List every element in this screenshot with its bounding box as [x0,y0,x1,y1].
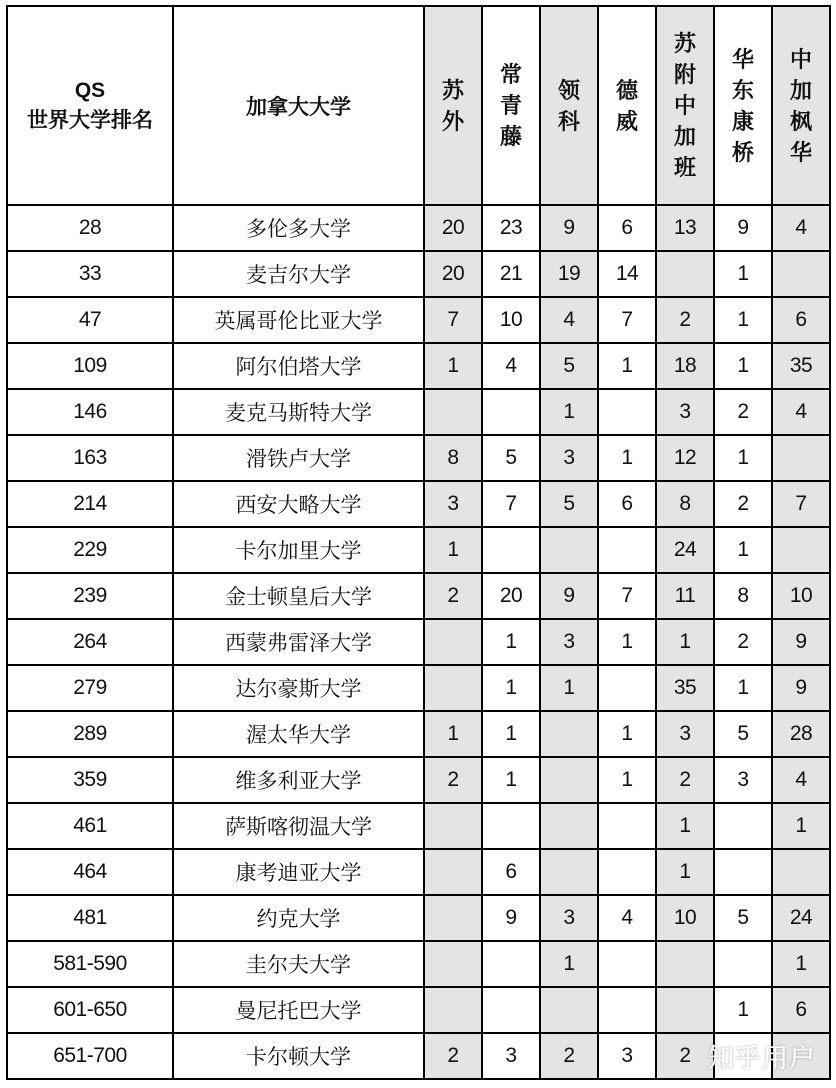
count-cell: 1 [598,711,656,757]
header-school-label: 领科 [558,77,581,134]
header-school-label: 中加枫华 [790,46,813,165]
count-cell [424,803,482,849]
count-cell: 1 [714,251,772,297]
table-row [7,1033,830,1079]
count-cell [424,941,482,987]
count-cell: 24 [656,527,714,573]
count-cell: 1 [714,527,772,573]
count-cell: 6 [772,297,830,343]
count-cell: 4 [772,757,830,803]
count-cell [540,987,598,1033]
qs-rank-cell: 264 [7,619,173,665]
count-cell: 1 [772,941,830,987]
count-cell: 2 [714,389,772,435]
count-cell: 6 [772,987,830,1033]
count-cell: 24 [772,895,830,941]
count-cell: 1 [656,619,714,665]
table-row [7,573,830,619]
count-cell: 8 [656,481,714,527]
count-cell: 6 [598,205,656,251]
qs-rank-cell: 464 [7,849,173,895]
header-school-zhongjiafenghua [772,6,830,205]
count-cell: 1 [540,941,598,987]
count-cell: 21 [482,251,540,297]
count-cell: 4 [482,343,540,389]
count-cell: 1 [540,665,598,711]
count-cell: 3 [482,1033,540,1079]
university-name-cell: 达尔豪斯大学 [173,665,424,711]
count-cell [772,251,830,297]
table-row [7,297,830,343]
university-name-cell: 维多利亚大学 [173,757,424,803]
table-row [7,251,830,297]
qs-rank-cell: 163 [7,435,173,481]
qs-rank-cell: 28 [7,205,173,251]
count-cell: 1 [714,343,772,389]
count-cell: 7 [598,573,656,619]
count-cell [772,849,830,895]
table-row [7,527,830,573]
qs-rank-cell: 359 [7,757,173,803]
count-cell: 3 [540,895,598,941]
count-cell: 7 [424,297,482,343]
count-cell [540,849,598,895]
count-cell [482,527,540,573]
count-cell: 9 [772,619,830,665]
count-cell: 1 [482,757,540,803]
count-cell: 1 [714,987,772,1033]
count-cell: 6 [598,481,656,527]
qs-rank-cell: 47 [7,297,173,343]
count-cell: 18 [656,343,714,389]
count-cell [540,527,598,573]
table-row [7,619,830,665]
count-cell [540,757,598,803]
qs-rank-cell: 239 [7,573,173,619]
count-cell [598,987,656,1033]
qs-rank-cell: 601-650 [7,987,173,1033]
qs-rank-cell: 481 [7,895,173,941]
table-row [7,711,830,757]
count-cell: 5 [482,435,540,481]
count-cell: 2 [540,1033,598,1079]
count-cell: 2 [424,1033,482,1079]
count-cell [714,849,772,895]
header-qs-label: QS [74,78,106,102]
header-school-sufuzhongjiaban [656,6,714,205]
university-name-cell: 卡尔加里大学 [173,527,424,573]
header-world-rank-label: 世界大学排名 [27,108,153,132]
count-cell [598,389,656,435]
count-cell [656,941,714,987]
count-cell: 1 [482,711,540,757]
qs-rank-cell: 651-700 [7,1033,173,1079]
count-cell [598,941,656,987]
header-qs-rank [7,6,173,205]
count-cell: 3 [424,481,482,527]
count-cell [424,619,482,665]
count-cell: 5 [714,895,772,941]
count-cell: 11 [656,573,714,619]
count-cell: 3 [656,711,714,757]
count-cell [424,895,482,941]
count-cell: 2 [656,757,714,803]
table-row [7,757,830,803]
header-school-huadongkangqiao [714,6,772,205]
table-row [7,481,830,527]
count-cell: 1 [656,803,714,849]
qs-rank-cell: 279 [7,665,173,711]
table-row [7,941,830,987]
count-cell: 10 [772,573,830,619]
university-name-cell: 西蒙弗雷泽大学 [173,619,424,665]
table-row [7,435,830,481]
count-cell: 23 [482,205,540,251]
university-name-cell: 金士顿皇后大学 [173,573,424,619]
count-cell: 28 [772,711,830,757]
count-cell [598,527,656,573]
count-cell: 9 [540,573,598,619]
count-cell: 3 [598,1033,656,1079]
count-cell: 35 [656,665,714,711]
count-cell: 12 [656,435,714,481]
watermark: 知乎用户 [708,1043,817,1073]
count-cell: 1 [714,665,772,711]
count-cell [424,849,482,895]
count-cell: 7 [598,297,656,343]
qs-rank-cell: 146 [7,389,173,435]
count-cell: 6 [482,849,540,895]
count-cell [482,941,540,987]
table-row [7,665,830,711]
qs-rank-cell: 33 [7,251,173,297]
count-cell [598,665,656,711]
header-school-suwai [424,6,482,205]
table-row [7,343,830,389]
count-cell: 1 [424,527,482,573]
university-name-cell: 滑铁卢大学 [173,435,424,481]
qs-rank-cell: 214 [7,481,173,527]
count-cell [482,389,540,435]
count-cell [424,665,482,711]
count-cell: 4 [540,297,598,343]
count-cell [656,251,714,297]
table-row [7,895,830,941]
count-cell: 20 [482,573,540,619]
count-cell [540,711,598,757]
count-cell: 9 [540,205,598,251]
count-cell: 4 [772,205,830,251]
count-cell [656,987,714,1033]
header-school-dewei [598,6,656,205]
header-school-label: 德威 [616,77,639,134]
count-cell: 7 [482,481,540,527]
university-name-cell: 西安大略大学 [173,481,424,527]
count-cell: 2 [714,481,772,527]
count-cell: 20 [424,251,482,297]
count-cell: 5 [714,711,772,757]
count-cell: 19 [540,251,598,297]
count-cell [772,527,830,573]
count-cell: 1 [482,619,540,665]
university-name-cell: 多伦多大学 [173,205,424,251]
count-cell: 3 [656,389,714,435]
count-cell: 1 [424,711,482,757]
count-cell: 5 [540,343,598,389]
count-cell: 3 [714,757,772,803]
qs-rank-cell: 229 [7,527,173,573]
count-cell: 1 [598,619,656,665]
university-name-cell: 麦吉尔大学 [173,251,424,297]
qs-rank-cell: 581-590 [7,941,173,987]
university-name-cell: 卡尔顿大学 [173,1033,424,1079]
count-cell: 1 [714,435,772,481]
table-row [7,803,830,849]
count-cell: 2 [424,757,482,803]
count-cell: 20 [424,205,482,251]
count-cell: 8 [714,573,772,619]
count-cell: 9 [772,665,830,711]
count-cell [714,941,772,987]
university-name-cell: 渥太华大学 [173,711,424,757]
count-cell: 10 [482,297,540,343]
count-cell [424,987,482,1033]
header-school-changqingteng [482,6,540,205]
count-cell: 2 [656,1033,714,1079]
count-cell: 2 [424,573,482,619]
table-row [7,205,830,251]
count-cell: 2 [714,619,772,665]
count-cell [540,803,598,849]
count-cell: 5 [540,481,598,527]
count-cell [714,803,772,849]
count-cell [482,803,540,849]
header-school-label: 苏附中加班 [674,31,697,180]
header-school-lingke [540,6,598,205]
count-cell: 1 [772,803,830,849]
header-university: 加拿大大学 [173,6,424,205]
count-cell: 1 [540,389,598,435]
university-name-cell: 阿尔伯塔大学 [173,343,424,389]
count-cell: 9 [714,205,772,251]
table-body [7,205,830,1079]
count-cell: 1 [424,343,482,389]
count-cell [482,987,540,1033]
count-cell: 3 [540,619,598,665]
count-cell [598,849,656,895]
count-cell: 4 [772,389,830,435]
header-school-label: 华东康桥 [732,46,755,165]
count-cell: 9 [482,895,540,941]
count-cell: 1 [714,297,772,343]
university-name-cell: 曼尼托巴大学 [173,987,424,1033]
count-cell: 13 [656,205,714,251]
university-name-cell: 英属哥伦比亚大学 [173,297,424,343]
university-name-cell: 康考迪亚大学 [173,849,424,895]
count-cell: 10 [656,895,714,941]
count-cell: 14 [598,251,656,297]
university-name-cell: 圭尔夫大学 [173,941,424,987]
count-cell: 1 [598,435,656,481]
count-cell [598,803,656,849]
count-cell: 3 [540,435,598,481]
header-school-label: 苏外 [442,77,465,134]
table-row [7,849,830,895]
header-school-label: 常青藤 [500,62,523,149]
table-row [7,987,830,1033]
qs-rank-cell: 109 [7,343,173,389]
header-row [7,6,830,205]
count-cell: 35 [772,343,830,389]
count-cell [772,435,830,481]
count-cell: 1 [598,757,656,803]
count-cell: 2 [656,297,714,343]
university-name-cell: 约克大学 [173,895,424,941]
university-name-cell: 萨斯喀彻温大学 [173,803,424,849]
qs-rank-cell: 289 [7,711,173,757]
university-name-cell: 麦克马斯特大学 [173,389,424,435]
count-cell: 8 [424,435,482,481]
table-row [7,389,830,435]
count-cell: 4 [598,895,656,941]
count-cell [424,389,482,435]
count-cell: 1 [482,665,540,711]
admissions-table [6,5,831,1080]
count-cell: 1 [598,343,656,389]
count-cell: 1 [656,849,714,895]
qs-rank-cell: 461 [7,803,173,849]
count-cell: 7 [772,481,830,527]
